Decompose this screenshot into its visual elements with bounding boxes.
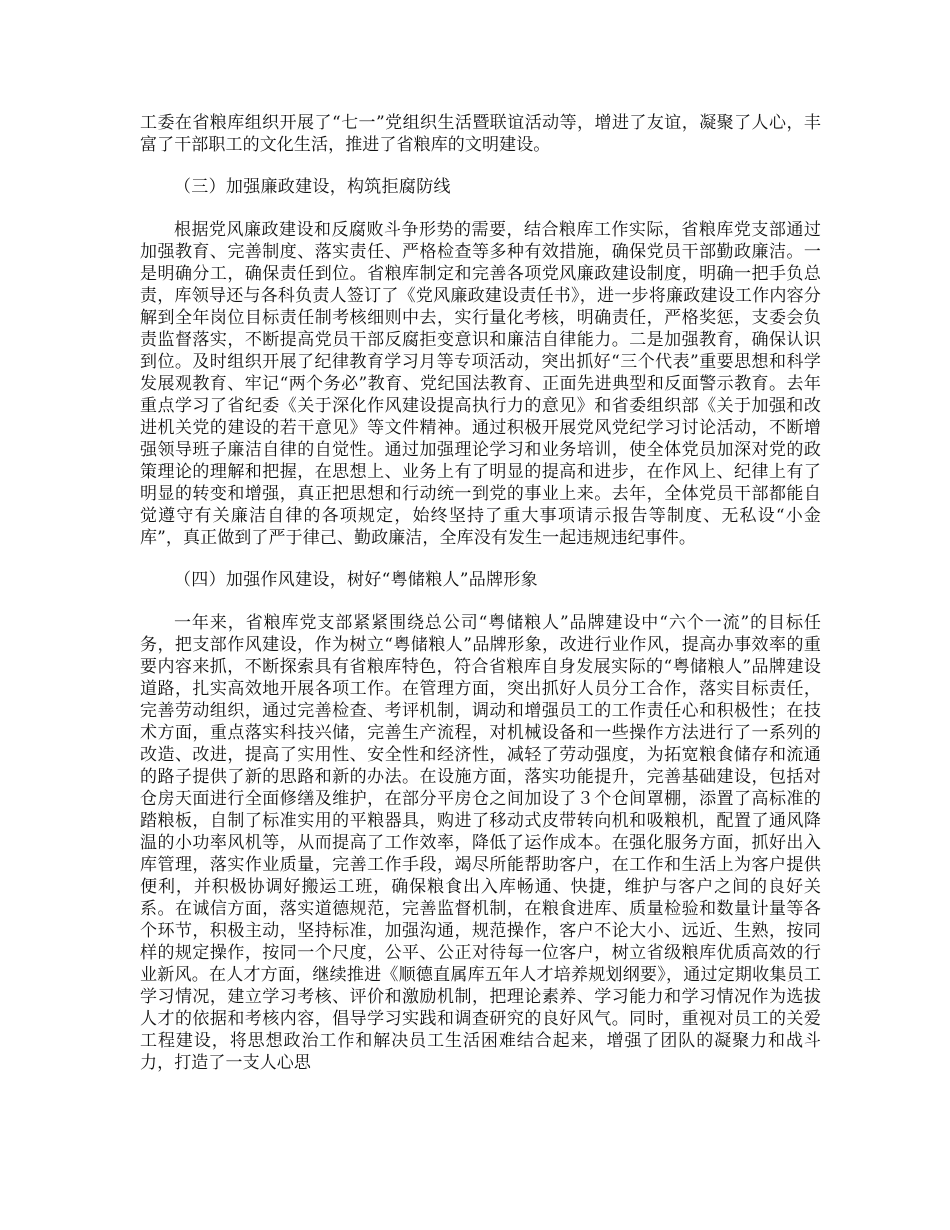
section-heading-4: （四）加强作风建设，树好“粤储粮人”品牌形象	[174, 570, 538, 590]
spacer	[140, 591, 821, 612]
section-heading-3: （三）加强廉政建设，构筑拒腐防线	[174, 177, 451, 197]
spacer	[140, 198, 821, 219]
spacer	[140, 549, 821, 569]
paragraph-work-style: 一年来，省粮库党支部紧紧围绕总公司“粤储粮人”品牌建设中“六个一流”的目标任务，把支部作风建设，作为树立“粤储粮人”品牌形象，改进行业作风，提高办事效率的重要内容来抓，不断探索具有省粮库特色，符合省粮库自身发展实际的“粤储粮人”品牌建设道路，扎实高效地开展各项工作。在管理方面，突出抓好人员分工合作，落实目标责任，完善劳动组织，通过完善检查、考评机制，调动和增强员工的工作责任心和积极性；在技术方面，重点落实科技兴储，完善生产流程，对机械设备和一些操作方法进行了一系列的改造、改进，提高了实用性、安全性和经济性，减轻了劳动强度，为拓宽粮食储存和流通的路子提供了新的思路和新的办法。在设施方面，落实功能提升，完善基础建设，包括对仓房天面进行全面修缮及维护，在部分平房仓之间加设了３个仓间罩棚，添置了高标准的踏粮板，自制了标准实用的平粮器具，购进了移动式皮带转向机和吸粮机，配置了通风降温的小功率风机等，从而提高了工作效率，降低了运作成本。在强化服务方面，抓好出入库管理，落实作业质量，完善工作手段，竭尽所能帮助客户，在工作和生活上为客户提供便利，并积极协调好搬运工班，确保粮食出入库畅通、快捷，维护与客户之间的良好关系。在诚信方面，落实道德规范，完善监督机制，在粮食进库、质量检验和数量计量等各个环节，积极主动，坚持标准，加强沟通，规范操作，客户不论大小、远近、生熟，按同样的规定操作，按同一个尺度，公平、公正对待每一位客户，树立省级粮库优质高效的行业新风。在人才方面，继续推进《顺德直属库五年人才培养规划纲要》，通过定期收集员工学习情况，建立学习考核、评价和激励机制，把理论素养、学习能力和学习情况作为选拔人才的依据和考核内容，倡导学习实践和调查研究的良好风气。同时，重视对员工的关爱工程建设，将思想政治工作和解决员工生活困难结合起来，增强了团队的凝聚力和战斗力，打造了一支人心思	[140, 613, 821, 1073]
paragraph-integrity: 根据党风廉政建设和反腐败斗争形势的需要，结合粮库工作实际，省粮库党支部通过加强教育、完善制度、落实责任、严格检查等多种有效措施，确保党员干部勤政廉洁。一是明确分工，确保责任到位。省粮库制定和完善各项党风廉政建设制度，明确一把手负总责，库领导还与各科负责人签订了《党风廉政建设责任书》，进一步将廉政建设工作内容分解到全年岗位目标责任制考核细则中去，实行量化考核，明确责任，严格奖惩，支委会负责监督落实，不断提高党员干部反腐拒变意识和廉洁自律能力。二是加强教育，确保认识到位。及时组织开展了纪律教育学习月等专项活动，突出抓好“三个代表”重要思想和科学发展观教育、牢记“两个务必”教育、党纪国法教育、正面先进典型和反面警示教育。去年重点学习了省纪委《关于深化作风建设提高执行力的意见》和省委组织部《关于加强和改进机关党的建设的若干意见》等文件精神。通过积极开展党风党纪学习讨论活动，不断增强领导班子廉洁自律的自觉性。通过加强理论学习和业务培训，使全体党员加深对党的政策理论的理解和把握，在思想上、业务上有了明显的提高和进步，在作风上、纪律上有了明显的转变和增强，真正把思想和行动统一到党的事业上来。去年，全体党员干部都能自觉遵守有关廉洁自律的各项规定，始终坚持了重大事项请示报告等制度、无私设“小金库”，真正做到了严于律己、勤政廉洁，全库没有发生一起违规违纪事件。	[140, 220, 821, 548]
spacer	[140, 156, 821, 176]
document-body	[140, 112, 821, 1074]
paragraph-intro: 工委在省粮库组织开展了“七一”党组织生活暨联谊活动等，增进了友谊，凝聚了人心，丰富了干部职工的文化生活，推进了省粮库的文明建设。	[140, 113, 821, 155]
